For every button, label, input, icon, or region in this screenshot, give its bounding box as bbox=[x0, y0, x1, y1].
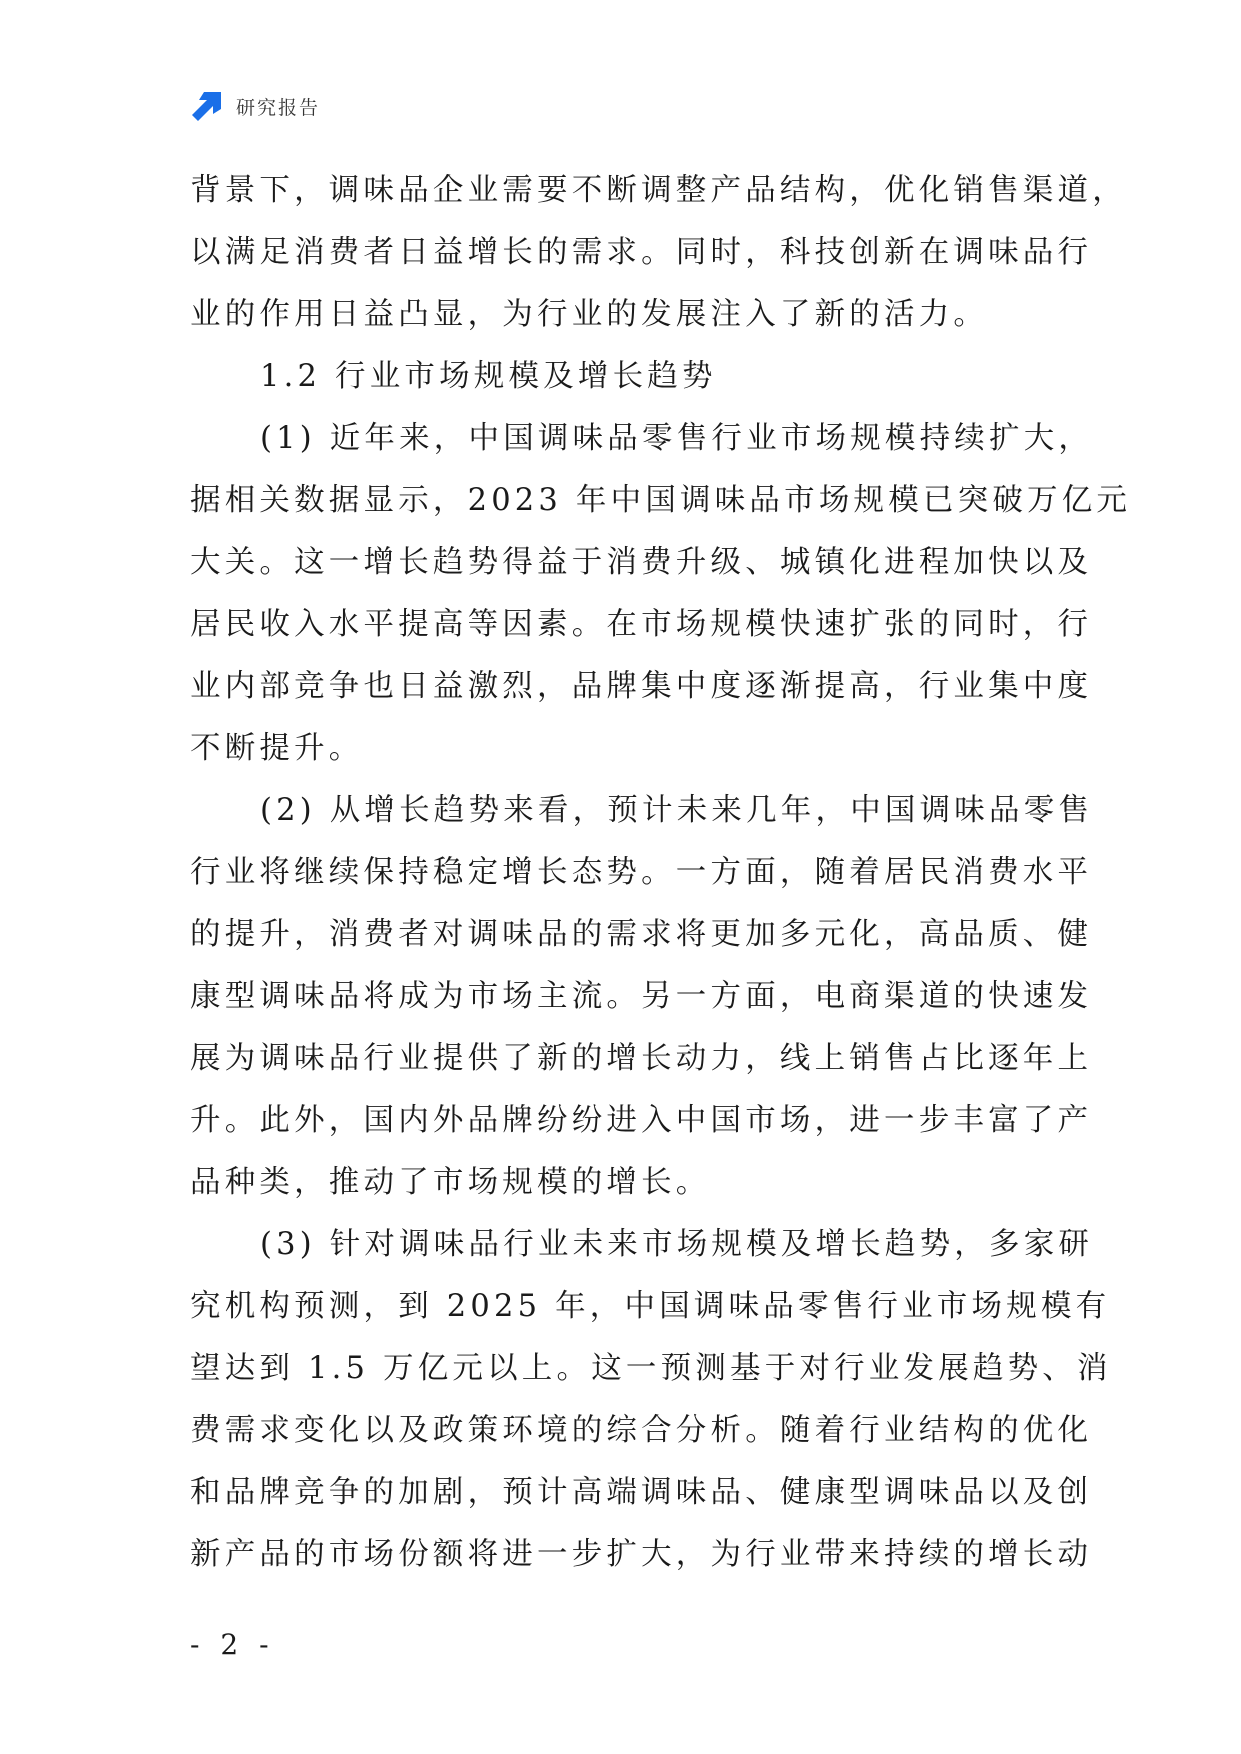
text-line: (2) 从增长趋势来看，预计未来几年，中国调味品零售 bbox=[260, 793, 1094, 828]
text-line: 1.2 行业市场规模及增长趋势 bbox=[260, 359, 717, 394]
text-line: 康型调味品将成为市场主流。另一方面，电商渠道的快速发 bbox=[190, 979, 1093, 1014]
text-line: 望达到 1.5 万亿元以上。这一预测基于对行业发展趋势、消 bbox=[190, 1351, 1112, 1386]
arrow-up-right-icon bbox=[190, 89, 224, 123]
text-line: 行业将继续保持稳定增长态势。一方面，随着居民消费水平 bbox=[190, 855, 1093, 890]
text-line: 的提升，消费者对调味品的需求将更加多元化，高品质、健 bbox=[190, 917, 1093, 952]
text-line: (1) 近年来，中国调味品零售行业市场规模持续扩大， bbox=[260, 421, 1094, 456]
report-label: 研究报告 bbox=[236, 96, 321, 119]
text-line: 大关。这一增长趋势得益于消费升级、城镇化进程加快以及 bbox=[190, 545, 1093, 580]
text-line: 以满足消费者日益增长的需求。同时，科技创新在调味品行 bbox=[190, 235, 1093, 270]
text-line: 和品牌竞争的加剧，预计高端调味品、健康型调味品以及创 bbox=[190, 1475, 1093, 1510]
page-header bbox=[190, 88, 320, 124]
text-line: 费需求变化以及政策环境的综合分析。随着行业结构的优化 bbox=[190, 1413, 1093, 1448]
text-line: 业的作用日益凸显，为行业的发展注入了新的活力。 bbox=[190, 297, 989, 332]
page-number: - 2 - bbox=[190, 1628, 275, 1661]
text-line: 品种类，推动了市场规模的增长。 bbox=[190, 1165, 711, 1200]
text-line: 据相关数据显示，2023 年中国调味品市场规模已突破万亿元 bbox=[190, 483, 1132, 518]
text-line: 升。此外，国内外品牌纷纷进入中国市场，进一步丰富了产 bbox=[190, 1103, 1093, 1138]
text-line: 不断提升。 bbox=[190, 731, 364, 766]
text-line: 业内部竞争也日益激烈，品牌集中度逐渐提高，行业集中度 bbox=[190, 669, 1093, 704]
text-line: (3) 针对调味品行业未来市场规模及增长趋势，多家研 bbox=[260, 1227, 1094, 1262]
text-line: 新产品的市场份额将进一步扩大，为行业带来持续的增长动 bbox=[190, 1537, 1093, 1572]
text-line: 究机构预测，到 2025 年，中国调味品零售行业市场规模有 bbox=[190, 1289, 1111, 1324]
text-line: 居民收入水平提高等因素。在市场规模快速扩张的同时，行 bbox=[190, 607, 1093, 642]
document-body bbox=[190, 160, 1132, 1586]
text-line: 展为调味品行业提供了新的增长动力，线上销售占比逐年上 bbox=[190, 1041, 1093, 1076]
text-line: 背景下，调味品企业需要不断调整产品结构，优化销售渠道， bbox=[190, 173, 1127, 208]
